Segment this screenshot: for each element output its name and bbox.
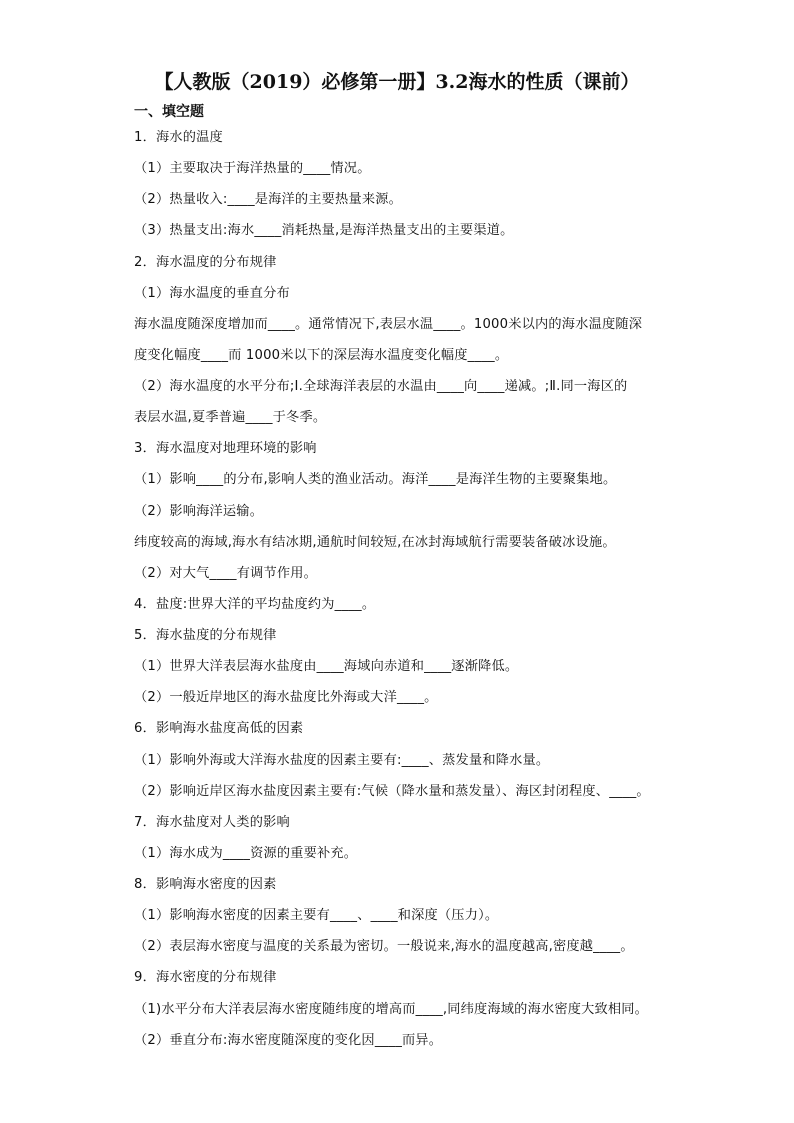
question-line: （2）垂直分布:海水密度随深度的变化因____而异。 — [134, 1033, 443, 1048]
question-line: （2）影响近岸区海水盐度因素主要有:气候（降水量和蒸发量）、海区封闭程度、____。 — [134, 784, 650, 799]
question-line: 9．海水密度的分布规律 — [134, 970, 277, 985]
question-line: （2）影响海洋运输。 — [134, 504, 264, 519]
section-heading: 一、填空题 — [134, 104, 204, 120]
question-line: （1）海水成为____资源的重要补充。 — [134, 846, 358, 861]
question-line: 8．影响海水密度的因素 — [134, 877, 277, 892]
question-line: （1）世界大洋表层海水盐度由____海域向赤道和____逐渐降低。 — [134, 659, 519, 674]
question-line: 3．海水温度对地理环境的影响 — [134, 441, 317, 456]
question-line: （3）热量支出:海水____消耗热量,是海洋热量支出的主要渠道。 — [134, 223, 514, 238]
question-line: （2）热量收入:____是海洋的主要热量来源。 — [134, 192, 402, 207]
question-line: （2）一般近岸地区的海水盐度比外海或大洋____。 — [134, 690, 438, 705]
question-line: （1）主要取决于海洋热量的____情况。 — [134, 161, 371, 176]
question-line: （1）海水温度的垂直分布 — [134, 286, 290, 301]
question-line: （2）对大气____有调节作用。 — [134, 566, 318, 581]
question-line: （1)水平分布大洋表层海水密度随纬度的增高而____,同纬度海域的海水密度大致相同。 — [134, 1002, 649, 1017]
question-line: 度变化幅度____而 1000米以下的深层海水温度变化幅度____。 — [134, 348, 509, 363]
question-line: （2）表层海水密度与温度的关系最为密切。一般说来,海水的温度越高,密度越____。 — [134, 939, 634, 954]
question-line: （1）影响____的分布,影响人类的渔业活动。海洋____是海洋生物的主要聚集地。 — [134, 472, 617, 487]
question-line: 5．海水盐度的分布规律 — [134, 628, 277, 643]
question-line: 海水温度随深度增加而____。通常情况下,表层水温____。1000米以内的海水温度随深 — [134, 317, 643, 332]
question-line: 6．影响海水盐度高低的因素 — [134, 721, 304, 736]
document-title: 【人教版（2019）必修第一册】3.2海水的性质（课前） — [154, 71, 640, 93]
question-line: （1）影响外海或大洋海水盐度的因素主要有:____、蒸发量和降水量。 — [134, 753, 550, 768]
question-line: 表层水温,夏季普遍____于冬季。 — [134, 410, 327, 425]
question-line: （1）影响海水密度的因素主要有____、____和深度（压力）。 — [134, 908, 499, 923]
question-line: （2）海水温度的水平分布;Ⅰ.全球海洋表层的水温由____向____递减。;Ⅱ.同一海区的 — [134, 379, 628, 394]
question-line: 2．海水温度的分布规律 — [134, 255, 277, 270]
question-line: 1．海水的温度 — [134, 130, 223, 145]
question-line: 纬度较高的海域,海水有结冰期,通航时间较短,在冰封海域航行需要装备破冰设施。 — [134, 535, 616, 550]
question-line: 4．盐度:世界大洋的平均盐度约为____。 — [134, 597, 376, 612]
question-line: 7．海水盐度对人类的影响 — [134, 815, 290, 830]
